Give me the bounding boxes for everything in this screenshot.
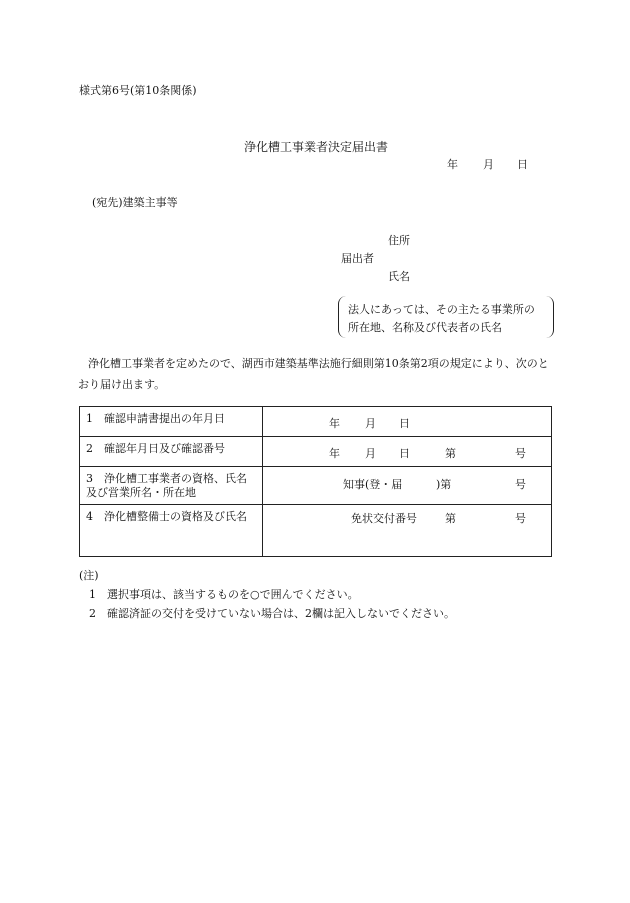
row3-governor: 知事(登・届 <box>343 478 403 491</box>
details-table <box>79 406 552 557</box>
table-row <box>80 437 552 467</box>
table-row <box>80 467 552 505</box>
row2-year: 年 <box>329 447 340 460</box>
applicant-label: 届出者 <box>341 252 374 265</box>
row2-value <box>263 437 552 467</box>
corporate-note-line1: 法人にあっては、その主たる事業所の <box>348 303 535 316</box>
date-day: 日 <box>517 158 528 171</box>
row4-dai: 第 <box>445 512 456 525</box>
notes-heading: (注) <box>79 569 99 582</box>
address-label: 住所 <box>388 234 410 247</box>
date-month: 月 <box>483 158 494 171</box>
row1-label: 1 確認申請書提出の年月日 <box>80 407 263 437</box>
notes <box>79 566 455 623</box>
document-title: 浄化槽工事業者決定届出書 <box>244 140 389 154</box>
table-row <box>80 407 552 437</box>
row4-label: 4 浄化槽整備士の資格及び氏名 <box>80 505 263 557</box>
row3-value <box>263 467 552 505</box>
row2-day: 日 <box>399 447 410 460</box>
form-number: 様式第6号(第10条関係) <box>79 84 197 97</box>
row3-dai: )第 <box>436 478 452 491</box>
addressee: (宛先)建築主事等 <box>92 196 178 209</box>
row3-go: 号 <box>515 478 526 491</box>
row1-month: 月 <box>365 417 376 430</box>
row2-month: 月 <box>365 447 376 460</box>
row3-label: 3 浄化槽工事業者の資格、氏名及び営業所名・所在地 <box>80 467 263 505</box>
row2-label: 2 確認年月日及び確認番号 <box>80 437 263 467</box>
corporate-note-line2: 所在地、名称及び代表者の氏名 <box>348 321 502 334</box>
name-label: 氏名 <box>388 270 410 283</box>
table-row <box>80 505 552 557</box>
date-year: 年 <box>447 158 458 171</box>
corporate-note <box>348 301 535 337</box>
row2-dai: 第 <box>445 447 456 460</box>
row1-value <box>263 407 552 437</box>
row1-day: 日 <box>399 417 410 430</box>
row2-go: 号 <box>515 447 526 460</box>
note-item: 1 選択事項は、該当するものを○で囲んでください。 <box>89 588 359 601</box>
row4-value <box>263 505 552 557</box>
note-item: 2 確認済証の交付を受けていない場合は、2欄は記入しないでください。 <box>89 607 455 620</box>
row4-license: 免状交付番号 <box>351 512 417 525</box>
row1-year: 年 <box>329 417 340 430</box>
row4-go: 号 <box>515 512 526 525</box>
declaration-text: 浄化槽工事業者を定めたので、湖西市建築基準法施行細則第10条第2項の規定により、次のとおり届け出ます。 <box>78 357 549 391</box>
